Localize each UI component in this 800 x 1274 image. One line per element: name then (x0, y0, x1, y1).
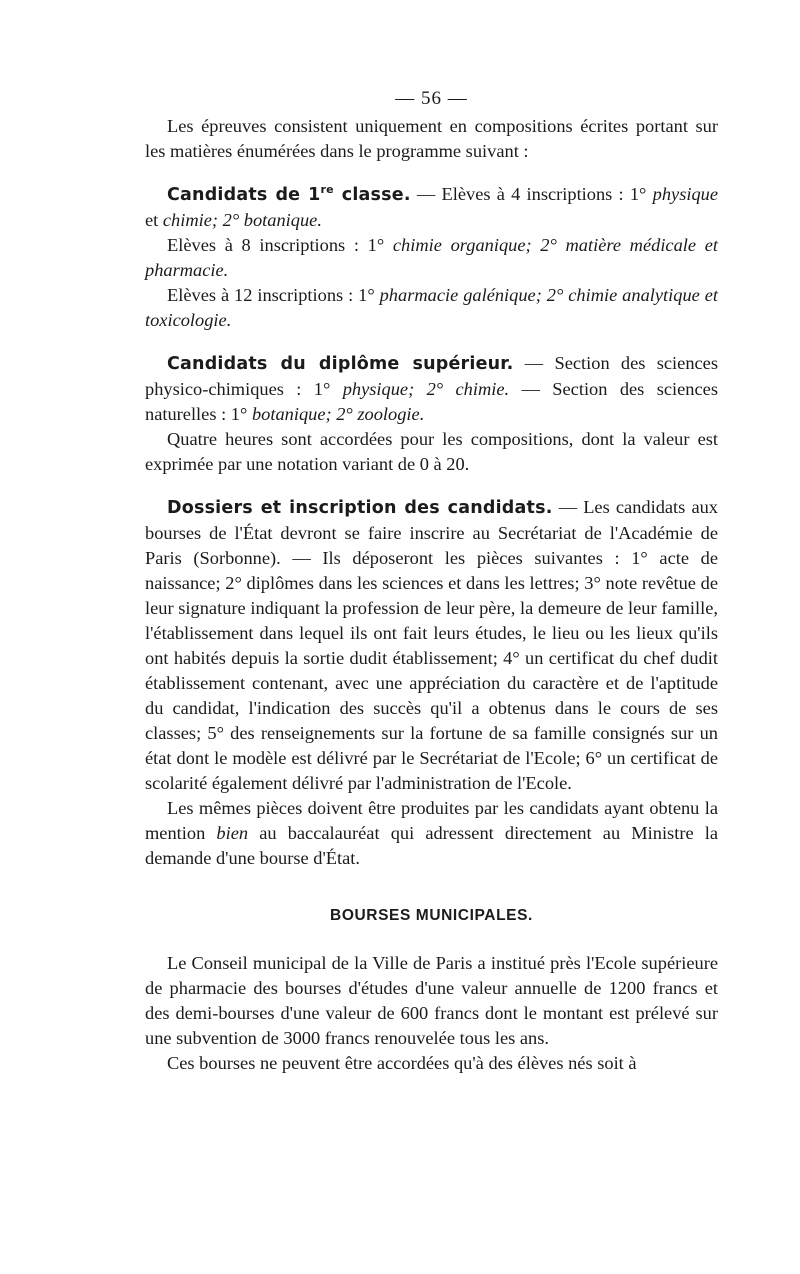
first-class-paragraph (145, 182, 718, 233)
municipal-paragraph-1: Le Conseil municipal de la Ville de Paris a institué près l'Ecole supérieure de pharmacie des bourses d'études d'une valeur annuelle de 1200 francs et des demi-bourses d'une valeur de 600 francs dont le montant est prélevé sur une subvention de 3000 francs renouvelée tous les ans. (145, 953, 718, 1048)
four-inscriptions-text: — Elèves à 4 inscriptions : 1° (410, 184, 653, 204)
eight-inscriptions-text: Elèves à 8 inscriptions : 1° (167, 235, 393, 255)
first-class-heading-superscript: re (320, 183, 334, 197)
twelve-inscriptions-paragraph (145, 283, 718, 333)
twelve-inscriptions-text: Elèves à 12 inscriptions : 1° (167, 285, 380, 305)
superior-diploma-heading: Candidats du diplôme supérieur. (167, 354, 514, 374)
municipal-paragraph-2: Ces bourses ne peuvent être accordées qu'à des élèves nés soit à (167, 1053, 637, 1073)
physical-sciences-subjects: physique; 2° chimie. (342, 379, 510, 399)
same-documents-paragraph (145, 796, 718, 871)
four-inscriptions-subject-2: chimie; 2° botanique. (162, 210, 322, 230)
first-class-heading-start: Candidats de 1 (167, 185, 321, 205)
four-inscriptions-connector: et (145, 210, 163, 230)
intro-paragraph: Les épreuves consistent uniquement en compositions écrites portant sur les matières énumérées dans le programme suivant : (145, 116, 718, 161)
same-documents-end: au baccalauréat qui adressent directement au Ministre la demande d'une bourse d'État. (145, 823, 719, 868)
same-documents-start: Les mêmes pièces doivent être produites par les candidats ayant obtenu la mention (145, 798, 718, 843)
dossiers-paragraph (145, 495, 718, 796)
page-number: — 56 — (395, 88, 468, 109)
eight-inscriptions-subjects: chimie organique; 2° matière médicale et pharmacie. (145, 235, 718, 280)
duration-paragraph: Quatre heures sont accordées pour les compositions, dont la valeur est exprimée par une notation variant de 0 à 20. (145, 429, 718, 474)
first-class-heading (167, 185, 411, 205)
superior-diploma-paragraph (145, 351, 718, 427)
dossiers-body: — Les candidats aux bourses de l'État devront se faire inscrire au Secrétariat de l'Académie de Paris (Sorbonne). — Ils déposeront les pièces suivantes : 1° acte de naissance; 2° diplômes dans les sciences et dans les lettres; 3° note revêtue de leur signature indiquant la profession de leur père, la demeure de leur famille, l'établissement dans lequel ils ont fait leurs études, le lieu ou les lieux qu'ils ont habités depuis la sortie dudit établissement; 4° un certificat du chef dudit établissement contenant, avec une appréciation du caractère et de l'aptitude du candidat, l'indication des succès qu'il a obtenus dans le cours de ses classes; 5° des renseignements sur la fortune de sa famille consignés sur un état dont le modèle est délivré par le Secrétariat de l'Ecole; 6° un certificat de scolarité également délivré par l'administration de l'Ecole. (145, 497, 718, 793)
natural-sciences-subjects: botanique; 2° zoologie. (251, 404, 425, 424)
physical-sciences-text: — Section des sciences physico-chimiques : 1° (145, 353, 719, 399)
four-inscriptions-subject-1: physique (652, 184, 719, 204)
eight-inscriptions-paragraph (145, 233, 718, 283)
municipal-section-title: BOURSES MUNICIPALES. (330, 907, 533, 924)
natural-sciences-text: — Section des sciences naturelles : 1° (145, 379, 718, 424)
twelve-inscriptions-subjects: pharmacie galénique; 2° chimie analytique et toxicologie. (145, 285, 719, 330)
mention-bien: bien (216, 823, 249, 843)
dossiers-heading: Dossiers et inscription des candidats. (167, 498, 553, 518)
first-class-heading-end: classe. (333, 185, 411, 205)
page-content (145, 84, 718, 1076)
